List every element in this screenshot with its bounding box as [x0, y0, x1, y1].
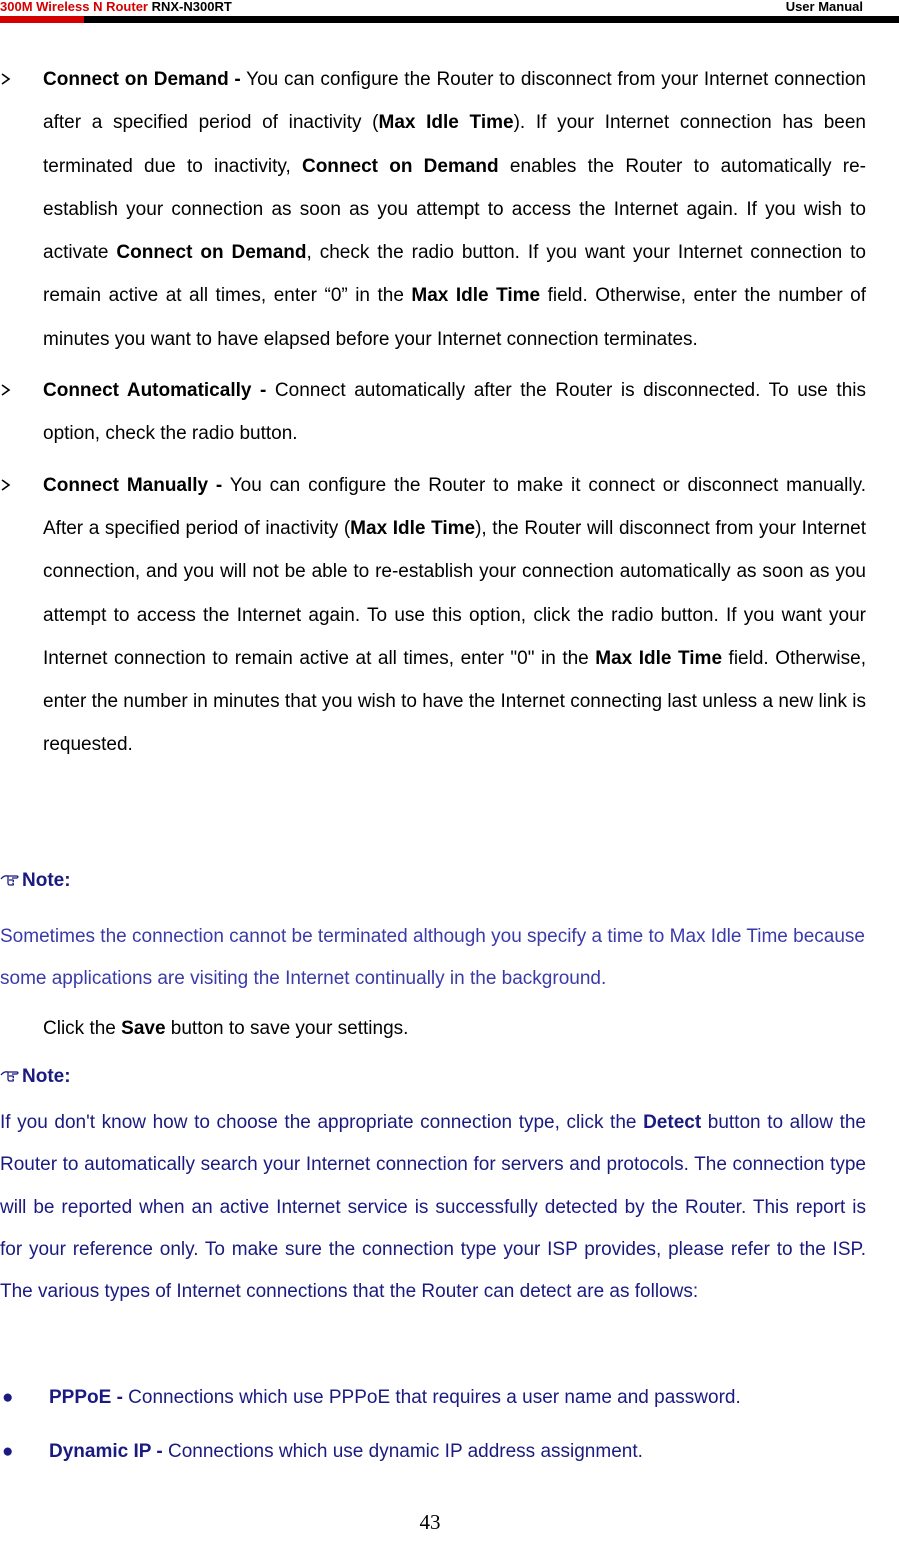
save-text: button to save your settings.	[165, 1018, 409, 1039]
option-connect-manually	[0, 464, 866, 767]
note-label: Note:	[22, 1066, 71, 1088]
pointing-hand-icon	[0, 1066, 22, 1088]
connection-type-desc: Connections which use PPPoE that requires a user name and password.	[122, 1387, 741, 1408]
pointing-hand-icon	[0, 870, 22, 892]
option-text: field. Otherwise, enter the number in minutes that you wish to have the Internet connecting last unless a new link is requested.	[43, 647, 867, 756]
option-emphasis: Connect on Demand	[301, 155, 499, 177]
note-emphasis: Detect	[643, 1112, 702, 1133]
note-text: Sometimes the connection cannot be terminated although you specify a time to Max Idle Time because some applications are visiting the Internet continually in the background.	[0, 926, 865, 989]
header-rule-accent	[0, 16, 84, 23]
note-text: button to allow the Router to automatically search your Internet connection for servers and protocols. The connection type will be reported when an active Internet service is successfully detected by the Router. This report is for your reference only. To make sure the connection type your ISP provides, please refer to the ISP. The various types of Internet connections that the Router can detect are as follows:	[0, 1112, 866, 1303]
option-connect-automatically	[0, 369, 866, 456]
connection-type-term: Dynamic IP -	[49, 1441, 163, 1462]
option-text: ), the Router will disconnect from your Internet connection, and you will not be able to re-establish your connection automatically as soon as you attempt to access the Internet again. To use this option, click the radio button. If you want your Internet connection to remain active at all times, enter "0" in the	[43, 517, 866, 669]
connection-type-desc: Connections which use dynamic IP address assignment.	[162, 1441, 643, 1462]
option-text: ). If your Internet connection has been terminated due to inactivity,	[43, 112, 866, 177]
option-emphasis: Max Idle Time	[350, 517, 476, 539]
header-doc-type: User Manual	[785, 0, 863, 14]
option-text: Connect automatically after the Router is disconnected. To use this option, check the radio button.	[43, 380, 866, 445]
option-emphasis: Max Idle Time	[411, 285, 541, 307]
header-brand: 300M Wireless N Router	[0, 0, 148, 14]
option-text: field. Otherwise, enter the number of minutes you want to have elapsed before your Internet connection terminates.	[43, 285, 866, 350]
save-instruction	[43, 1018, 408, 1040]
header-rule	[0, 16, 899, 23]
option-text: You can configure the Router to make it connect or disconnect manually. After a specified period of inactivity (	[43, 474, 866, 539]
option-term: Connect Manually -	[43, 474, 223, 496]
save-emphasis: Save	[121, 1018, 166, 1039]
option-term: Connect Automatically -	[43, 380, 267, 402]
option-emphasis: Max Idle Time	[595, 647, 723, 669]
note-text: If you don't know how to choose the appropriate connection type, click the	[0, 1112, 644, 1133]
connection-type-term: PPPoE -	[49, 1387, 123, 1408]
save-text: Click the	[43, 1018, 122, 1039]
note-label: Note:	[22, 870, 71, 892]
note-heading	[0, 870, 71, 892]
note-heading	[0, 1066, 71, 1088]
option-list	[0, 58, 899, 775]
option-text: enables the Router to automatically re-establish your connection as soon as you attempt to access the Internet again. If you wish to activate	[43, 155, 867, 264]
option-text: You can configure the Router to disconnect from your Internet connection after a specified period of inactivity (	[43, 69, 866, 134]
option-emphasis: Max Idle Time	[378, 112, 514, 134]
bullet-dot-icon: ●	[2, 1441, 14, 1462]
option-term: Connect on Demand -	[43, 69, 241, 90]
option-text: , check the radio button. If you want your Internet connection to remain active at all times, enter “0” in the	[43, 242, 866, 307]
header-product	[0, 0, 232, 14]
page-number: 43	[419, 1510, 441, 1534]
bullet-dot-icon: ●	[2, 1387, 14, 1408]
page-header	[0, 0, 899, 16]
detect-note-text	[0, 1102, 866, 1313]
option-emphasis: Connect on Demand	[116, 242, 307, 264]
option-connect-on-demand	[0, 58, 866, 361]
header-model: RNX-N300RT	[148, 0, 232, 14]
